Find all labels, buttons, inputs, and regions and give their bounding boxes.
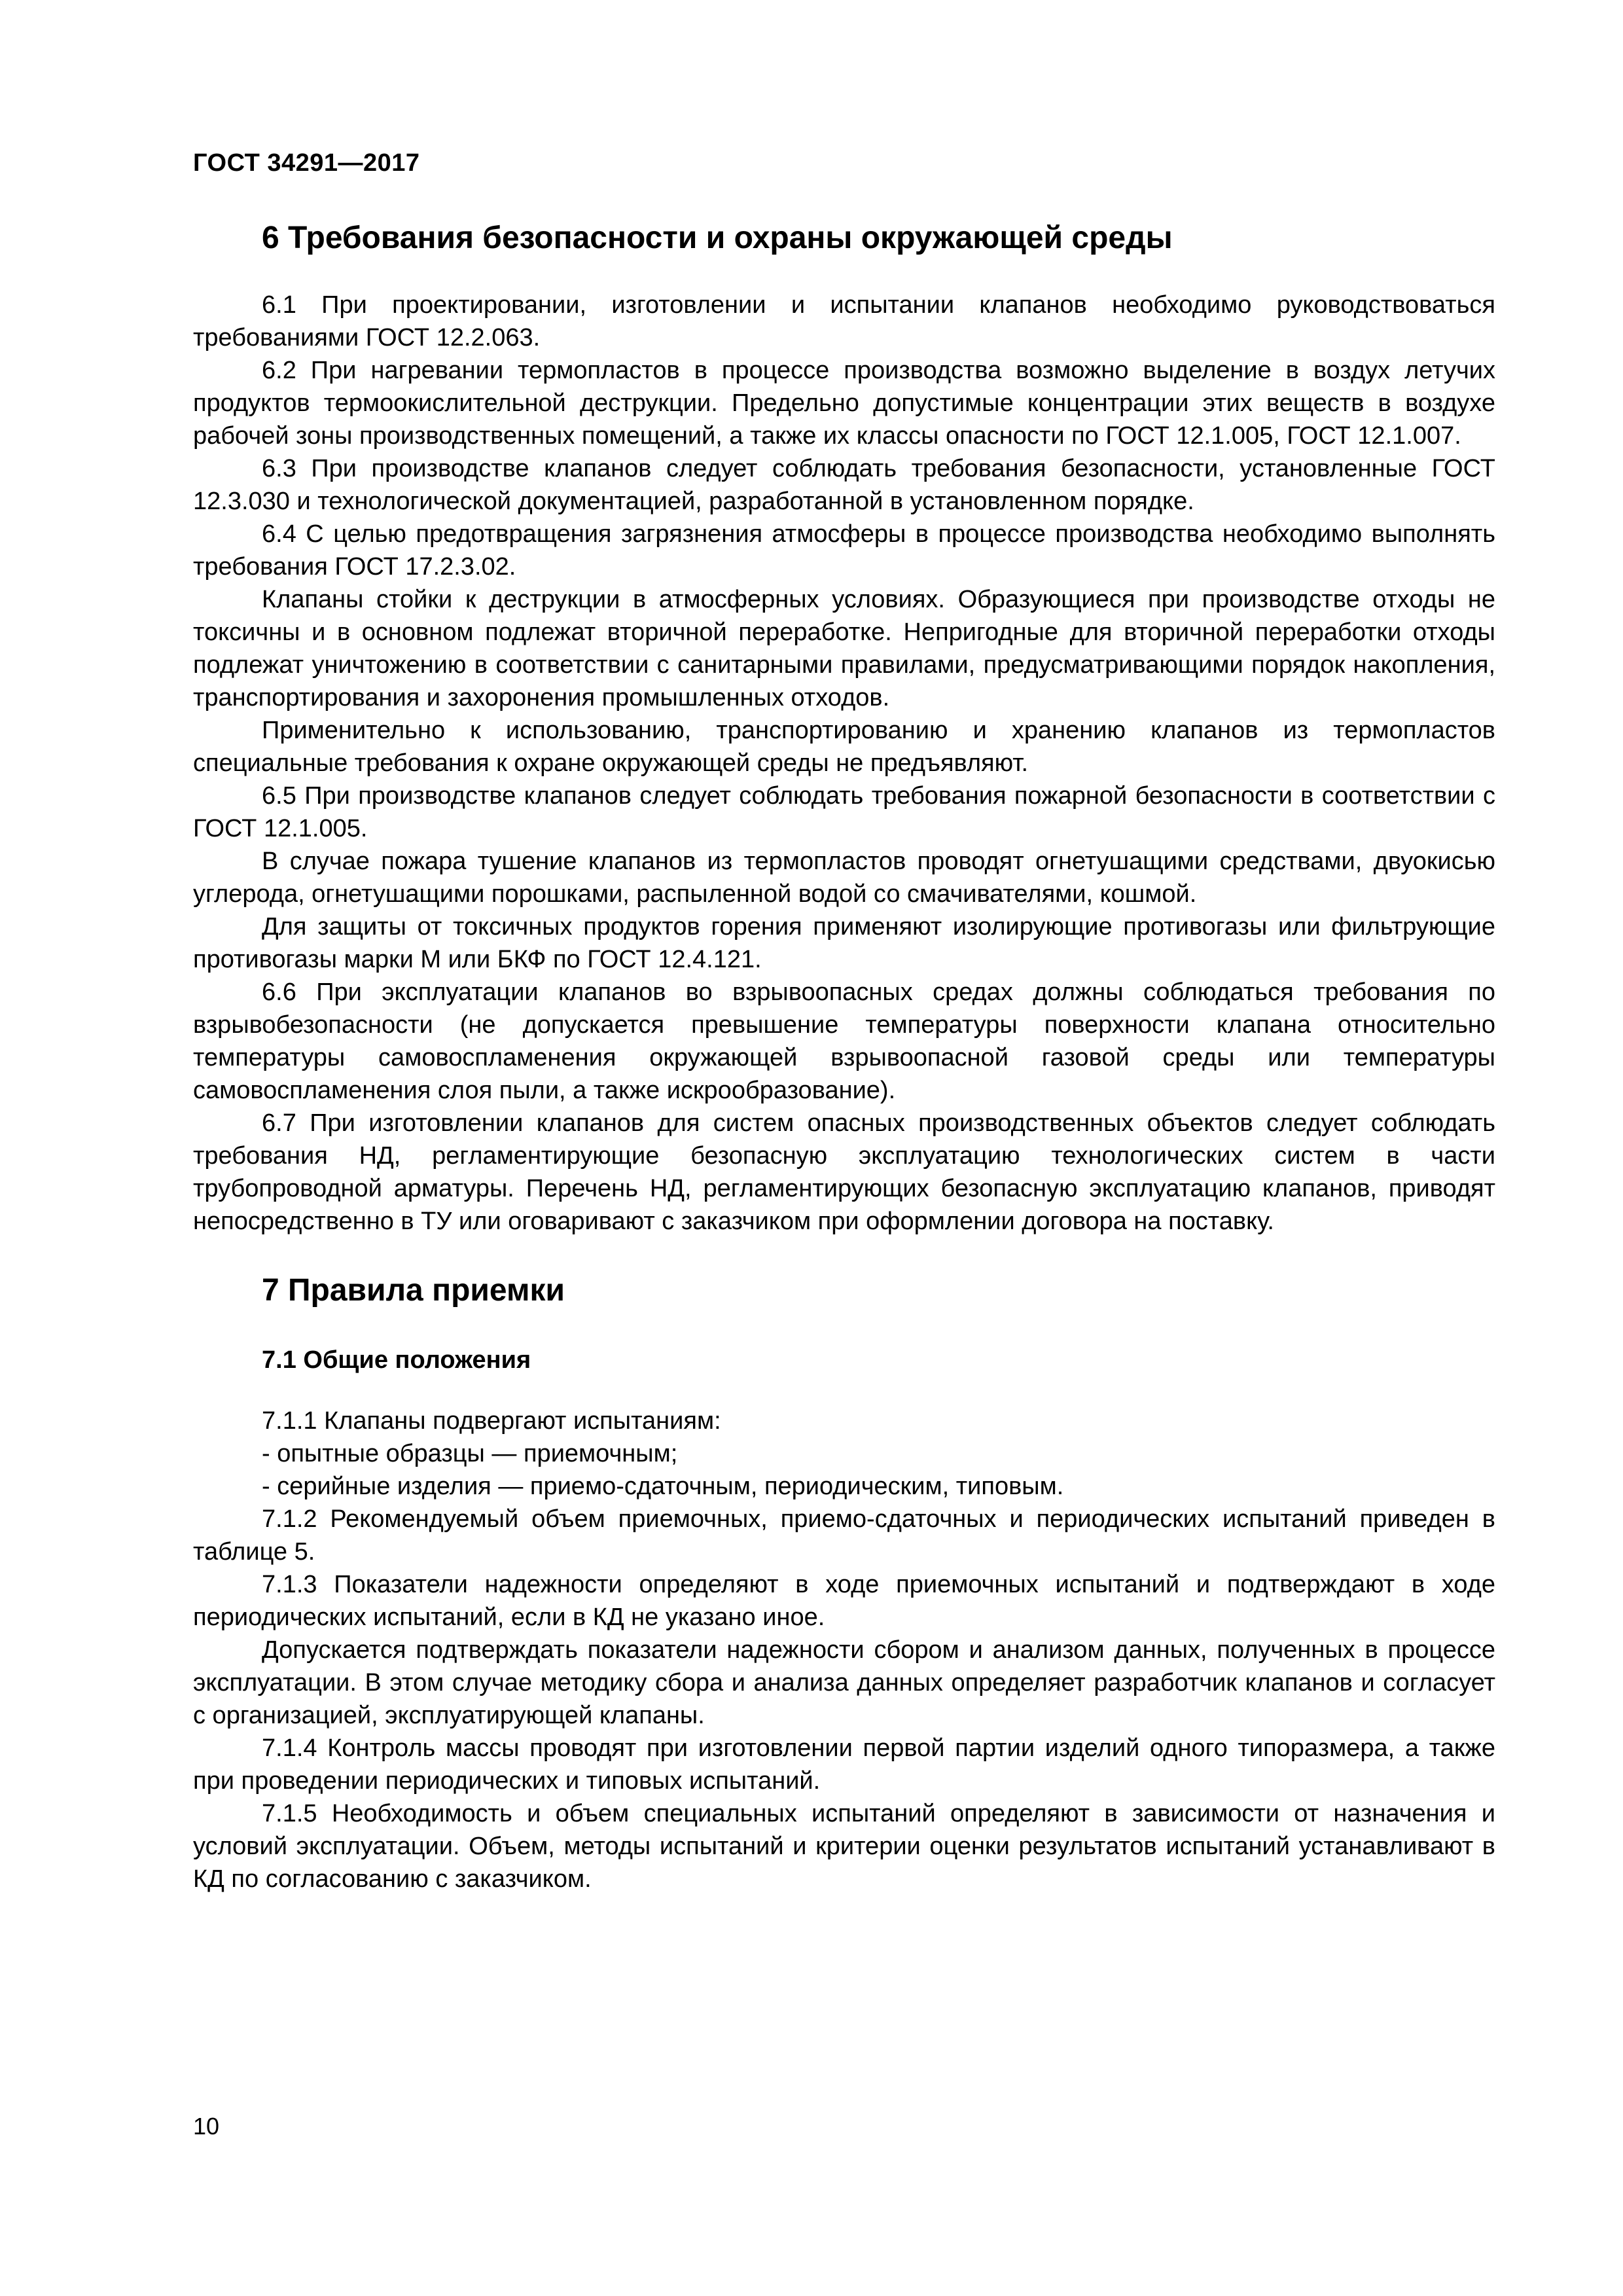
paragraph-6-6: 6.6 При эксплуатации клапанов во взрывоопасных средах должны соблюдаться требования по взрывобезопасности (не допускается превышение температуры поверхности клапана относительно температуры самовоспламенения окружающей взрывоопасной газовой среды или температуры самовоспламенения слоя пыли, а также искрообразование). (193, 978, 1495, 1104)
paragraph-6-4-waste: Клапаны стойки к деструкции в атмосферных условиях. Образующиеся при производстве отходы не токсичны и в основном подлежат вторичной переработке. Непригодные для вторичной переработки отходы подлежат уничтожению в соответствии с санитарными правилами, предусматривающими порядок накопления, транспортирования и захоронения промышленных отходов. (193, 585, 1495, 711)
paragraph-6-5-protection: Для защиты от токсичных продуктов горения применяют изолирующие противогазы или фильтрующие противогазы марки М или БКФ по ГОСТ 12.4.121. (193, 912, 1495, 973)
paragraph-6-5: 6.5 При производстве клапанов следует соблюдать требования пожарной безопасности в соответствии с ГОСТ 12.1.005. (193, 781, 1495, 842)
list-item: - серийные изделия — приемо-сдаточным, периодическим, типовым. (262, 1472, 1064, 1500)
page-content (193, 219, 1495, 1895)
paragraph-6-3: 6.3 При производстве клапанов следует соблюдать требования безопасности, установленные ГОСТ 12.3.030 и технологической документацией, разработанной в установленном порядке. (193, 454, 1495, 515)
paragraph-7-1-5: 7.1.5 Необходимость и объем специальных испытаний определяют в зависимости от назначения и условий эксплуатации. Объем, методы испытаний и критерии оценки результатов испытаний устанавливают в КД по согласованию с заказчиком. (193, 1799, 1495, 1893)
section-7-title: 7 Правила приемки (262, 1272, 565, 1308)
standard-code-header: ГОСТ 34291—2017 (193, 149, 420, 177)
subsection-7-1-title: 7.1 Общие положения (262, 1346, 531, 1374)
section-6-title: 6 Требования безопасности и охраны окружающей среды (262, 221, 1173, 255)
paragraph-7-1-3: 7.1.3 Показатели надежности определяют в ходе приемочных испытаний и подтверждают в ходе периодических испытаний, если в КД не указано иное. (193, 1570, 1495, 1631)
paragraph-6-7: 6.7 При изготовлении клапанов для систем опасных производственных объектов следует соблюдать требования НД, регламентирующие безопасную эксплуатацию технологических систем в части трубопроводной арматуры. Перечень НД, регламентирующих безопасную эксплуатацию клапанов, приводят непосредственно в ТУ или оговаривают с заказчиком при оформлении договора на поставку. (193, 1109, 1495, 1235)
paragraph-7-1-1: 7.1.1 Клапаны подвергают испытаниям: (262, 1407, 721, 1435)
list-item: - опытные образцы — приемочным; (262, 1439, 678, 1467)
paragraph-6-4-storage: Применительно к использованию, транспортированию и хранению клапанов из термопластов специальные требования к охране окружающей среды не предъявляют. (193, 716, 1495, 777)
paragraph-6-4: 6.4 С целью предотвращения загрязнения атмосферы в процессе производства необходимо выполнять требования ГОСТ 17.2.3.02. (193, 520, 1495, 581)
paragraph-6-1: 6.1 При проектировании, изготовлении и испытании клапанов необходимо руководствоваться требованиями ГОСТ 12.2.063. (193, 291, 1495, 351)
paragraph-6-2: 6.2 При нагревании термопластов в процессе производства возможно выделение в воздух летучих продуктов термоокислительной деструкции. Предельно допустимые концентрации этих веществ в воздухе рабочей зоны производственных помещений, а также их классы опасности по ГОСТ 12.1.005, ГОСТ 12.1.007. (193, 356, 1495, 450)
paragraph-7-1-4: 7.1.4 Контроль массы проводят при изготовлении первой партии изделий одного типоразмера, а также при проведении периодических и типовых испытаний. (193, 1734, 1495, 1795)
paragraph-6-5-fire: В случае пожара тушение клапанов из термопластов проводят огнетушащими средствами, двуокисью углерода, огнетушащими порошками, распыленной водой со смачивателями, кошмой. (193, 847, 1495, 908)
paragraph-7-1-3-reliability: Допускается подтверждать показатели надежности сбором и анализом данных, полученных в процессе эксплуатации. В этом случае методику сбора и анализа данных определяет разработчик клапанов и согласует с организацией, эксплуатирующей клапаны. (193, 1636, 1495, 1729)
paragraph-7-1-2: 7.1.2 Рекомендуемый объем приемочных, приемо-сдаточных и периодических испытаний приведен в таблице 5. (193, 1505, 1495, 1566)
page-number: 10 (193, 2113, 220, 2140)
